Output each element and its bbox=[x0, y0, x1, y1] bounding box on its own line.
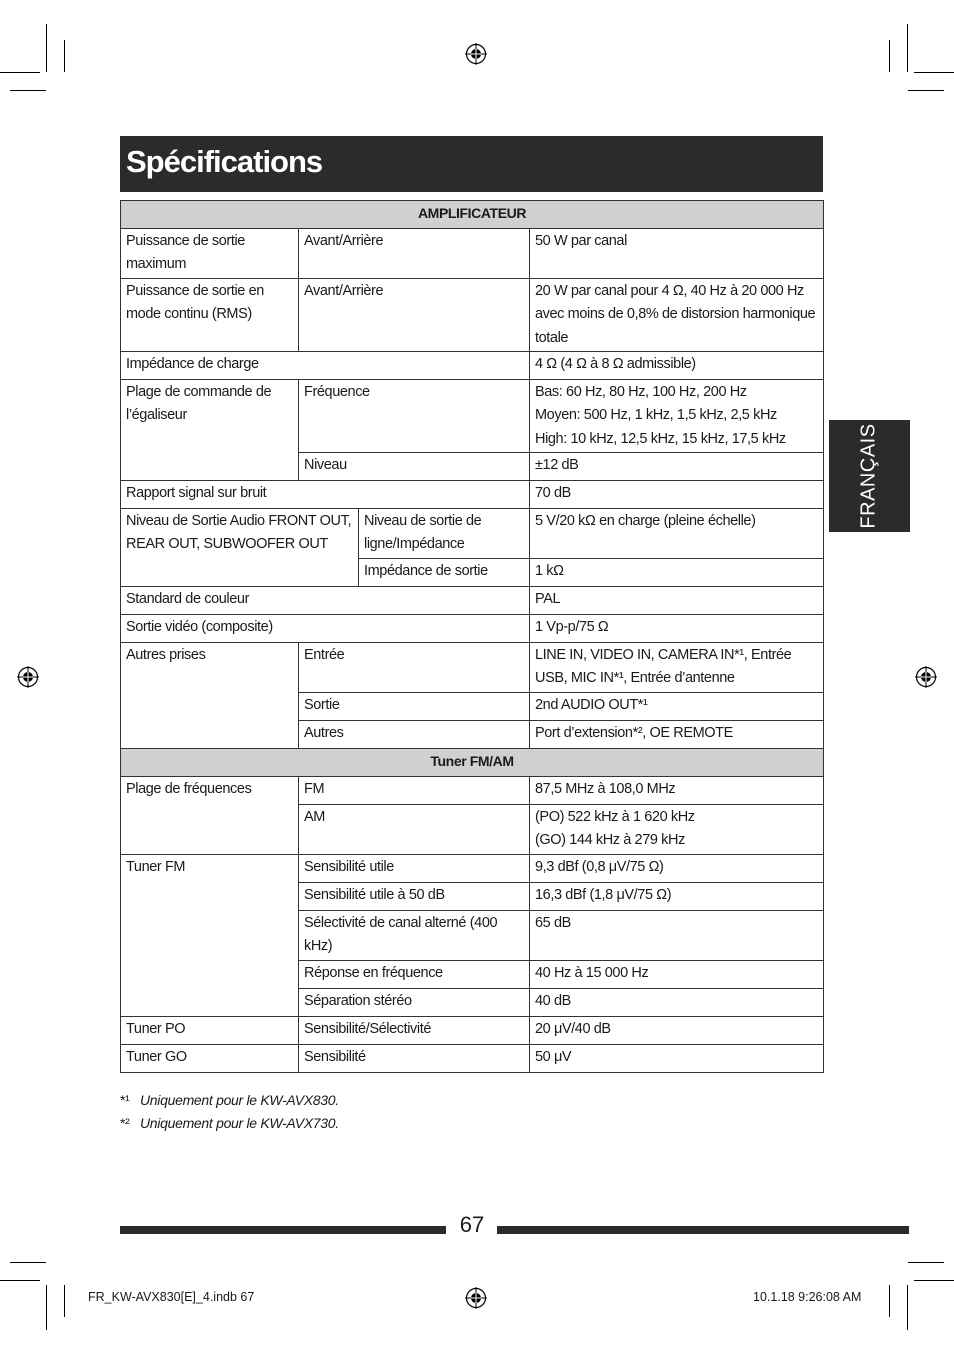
crop-mark bbox=[64, 1285, 65, 1317]
spec-value: 2nd AUDIO OUT*¹ bbox=[530, 693, 824, 721]
spec-label: Autres prises bbox=[121, 643, 299, 749]
spec-label: Impédance de charge bbox=[121, 352, 530, 380]
spec-sublabel: Sensibilité utile à 50 dB bbox=[299, 882, 530, 910]
crop-mark bbox=[10, 90, 46, 91]
spec-sublabel: Niveau bbox=[299, 453, 530, 481]
spec-value-line: Bas: 60 Hz, 80 Hz, 100 Hz, 200 Hz bbox=[535, 384, 747, 400]
table-row bbox=[121, 1044, 824, 1072]
specifications-table bbox=[120, 200, 824, 1073]
section-header-amplificateur: AMPLIFICATEUR bbox=[121, 201, 824, 229]
footnote-mark: *¹ bbox=[120, 1092, 130, 1108]
spec-value-line: High: 10 kHz, 12,5 kHz, 15 kHz, 17,5 kHz bbox=[535, 430, 786, 447]
spec-value-line: (PO) 522 kHz à 1 620 kHz bbox=[535, 809, 695, 825]
spec-value: 16,3 dBf (1,8 μV/75 Ω) bbox=[530, 882, 824, 910]
spec-sublabel: Sensibilité utile bbox=[299, 854, 530, 882]
table-row bbox=[121, 380, 824, 453]
language-tab-label: FRANÇAIS bbox=[857, 423, 880, 529]
crop-mark bbox=[908, 1262, 944, 1263]
spec-sublabel: Sensibilité bbox=[299, 1044, 530, 1072]
table-row bbox=[121, 777, 824, 805]
table-row bbox=[121, 587, 824, 615]
spec-value: PAL bbox=[530, 587, 824, 615]
crop-mark bbox=[0, 1280, 40, 1281]
spec-sublabel: Avant/Arrière bbox=[299, 279, 530, 352]
spec-sublabel: Sortie bbox=[299, 693, 530, 721]
table-row bbox=[121, 643, 824, 693]
spec-value: ±12 dB bbox=[530, 453, 824, 481]
crop-mark bbox=[64, 40, 65, 72]
spec-sublabel: Sélectivité de canal alterné (400 kHz) bbox=[299, 910, 530, 960]
table-row bbox=[121, 615, 824, 643]
spec-label: Plage de commande de l’égaliseur bbox=[121, 380, 299, 481]
spec-label: Niveau de Sortie Audio FRONT OUT, REAR OUT, SUBWOOFER OUT bbox=[121, 509, 359, 587]
spec-value: 1 kΩ bbox=[530, 559, 824, 587]
spec-value: 87,5 MHz à 108,0 MHz bbox=[530, 777, 824, 805]
spec-value: 65 dB bbox=[530, 910, 824, 960]
spec-label: Puissance de sortie maximum bbox=[121, 229, 299, 279]
footnote bbox=[120, 1092, 339, 1108]
spec-value: LINE IN, VIDEO IN, CAMERA IN*¹, Entrée USB, MIC IN*¹, Entrée d’antenne bbox=[530, 643, 824, 693]
spec-sublabel: Niveau de sortie de ligne/Impédance bbox=[359, 509, 530, 559]
footnote-text: Uniquement pour le KW-AVX830. bbox=[140, 1092, 339, 1108]
table-row bbox=[121, 1016, 824, 1044]
spec-sublabel: Impédance de sortie bbox=[359, 559, 530, 587]
crop-mark bbox=[908, 90, 944, 91]
spec-value-line: Moyen: 500 Hz, 1 kHz, 1,5 kHz, 2,5 kHz bbox=[535, 407, 777, 424]
crop-mark bbox=[914, 72, 954, 73]
language-tab bbox=[829, 420, 910, 532]
footnote-mark: *² bbox=[120, 1115, 130, 1131]
spec-sublabel: Réponse en fréquence bbox=[299, 960, 530, 988]
footnote bbox=[120, 1115, 339, 1131]
spec-value: 9,3 dBf (0,8 μV/75 Ω) bbox=[530, 854, 824, 882]
spec-value: 20 μV/40 dB bbox=[530, 1016, 824, 1044]
spec-sublabel: Séparation stéréo bbox=[299, 988, 530, 1016]
table-row bbox=[121, 854, 824, 882]
page-rule-left bbox=[120, 1226, 446, 1234]
registration-mark-icon bbox=[465, 43, 487, 65]
table-row bbox=[121, 509, 824, 559]
spec-sublabel: Sensibilité/Sélectivité bbox=[299, 1016, 530, 1044]
crop-mark bbox=[889, 1285, 890, 1317]
spec-label: Tuner PO bbox=[121, 1016, 299, 1044]
spec-label: Tuner FM bbox=[121, 854, 299, 1016]
crop-mark bbox=[46, 24, 47, 72]
registration-mark-icon bbox=[465, 1287, 487, 1309]
spec-label: Sortie vidéo (composite) bbox=[121, 615, 530, 643]
spec-value bbox=[530, 805, 824, 855]
spec-label: Rapport signal sur bruit bbox=[121, 481, 530, 509]
title-bar bbox=[120, 136, 823, 192]
crop-mark bbox=[10, 1262, 46, 1263]
table-row bbox=[121, 352, 824, 380]
spec-value: 20 W par canal pour 4 Ω, 40 Hz à 20 000 Hz avec moins de 0,8% de distorsion harmonique totale bbox=[530, 279, 824, 352]
spec-label: Tuner GO bbox=[121, 1044, 299, 1072]
crop-mark bbox=[0, 72, 40, 73]
print-date-info: 10.1.18 9:26:08 AM bbox=[753, 1290, 862, 1304]
table-row bbox=[121, 481, 824, 509]
page-rule-right bbox=[497, 1226, 909, 1234]
crop-mark bbox=[907, 24, 908, 72]
spec-label: Puissance de sortie en mode continu (RMS) bbox=[121, 279, 299, 352]
spec-sublabel: FM bbox=[299, 777, 530, 805]
page-title: Spécifications bbox=[126, 144, 323, 179]
page-number: 67 bbox=[459, 1212, 485, 1237]
section-header-tuner: Tuner FM/AM bbox=[121, 749, 824, 777]
table-row bbox=[121, 279, 824, 352]
crop-mark bbox=[46, 1285, 47, 1330]
spec-value: 50 W par canal bbox=[530, 229, 824, 279]
spec-label: Plage de fréquences bbox=[121, 777, 299, 855]
spec-value: 70 dB bbox=[530, 481, 824, 509]
spec-sublabel: Autres bbox=[299, 721, 530, 749]
spec-value-line: (GO) 144 kHz à 279 kHz bbox=[535, 832, 685, 849]
spec-value bbox=[530, 380, 824, 453]
spec-value: 1 Vp-p/75 Ω bbox=[530, 615, 824, 643]
spec-value: Port d’extension*², OE REMOTE bbox=[530, 721, 824, 749]
table-section-header bbox=[121, 201, 824, 229]
footnote-text: Uniquement pour le KW-AVX730. bbox=[140, 1115, 339, 1131]
spec-sublabel: Entrée bbox=[299, 643, 530, 693]
spec-value: 4 Ω (4 Ω à 8 Ω admissible) bbox=[530, 352, 824, 380]
spec-value: 40 Hz à 15 000 Hz bbox=[530, 960, 824, 988]
registration-mark-icon bbox=[915, 666, 937, 688]
spec-value: 40 dB bbox=[530, 988, 824, 1016]
crop-mark bbox=[889, 40, 890, 72]
table-row bbox=[121, 229, 824, 279]
spec-value: 5 V/20 kΩ en charge (pleine échelle) bbox=[530, 509, 824, 559]
print-file-info: FR_KW-AVX830[E]_4.indb 67 bbox=[88, 1290, 255, 1304]
spec-label: Standard de couleur bbox=[121, 587, 530, 615]
table-section-header bbox=[121, 749, 824, 777]
spec-value: 50 μV bbox=[530, 1044, 824, 1072]
spec-sublabel: Avant/Arrière bbox=[299, 229, 530, 279]
crop-mark bbox=[907, 1285, 908, 1330]
registration-mark-icon bbox=[17, 666, 39, 688]
spec-sublabel: Fréquence bbox=[299, 380, 530, 453]
crop-mark bbox=[914, 1280, 954, 1281]
spec-sublabel: AM bbox=[299, 805, 530, 855]
